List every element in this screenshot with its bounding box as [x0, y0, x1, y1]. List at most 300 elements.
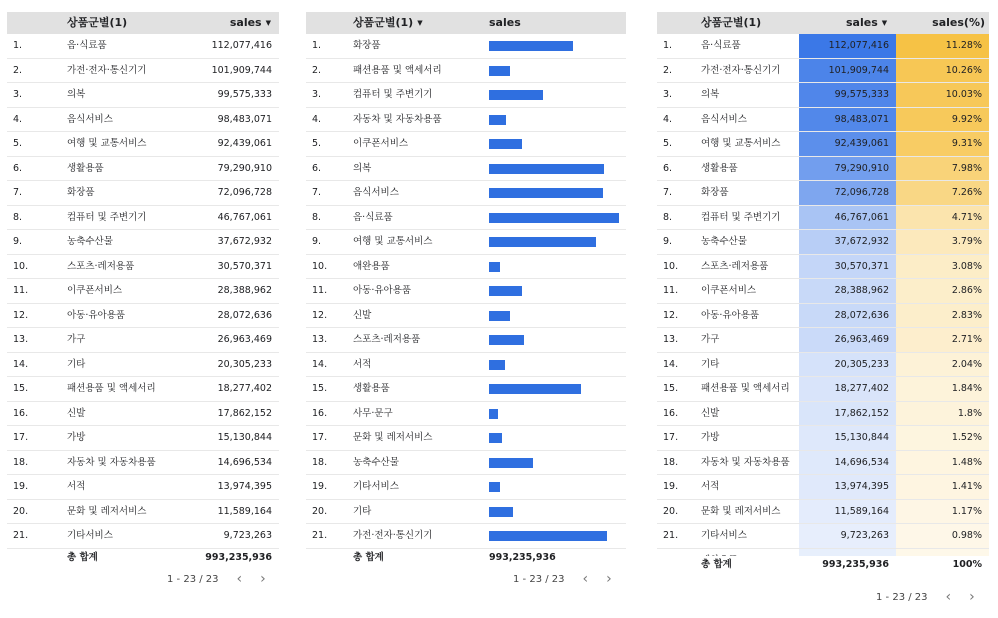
table-row[interactable]: [306, 377, 626, 402]
sales-cell: 30,570,371: [217, 260, 272, 272]
category-cell: 패션용품 및 액세서리: [67, 383, 156, 394]
sales-bar: [489, 164, 604, 174]
sales-cell: 99,575,333: [834, 89, 889, 100]
row-index: 9.: [312, 236, 322, 247]
pct-cell: 2.86%: [951, 285, 982, 296]
table-row[interactable]: [657, 230, 989, 255]
table-row[interactable]: [657, 108, 989, 133]
row-index: 20.: [13, 505, 29, 517]
table-row[interactable]: [657, 34, 989, 59]
pct-cell: 2.71%: [951, 334, 982, 345]
category-cell: 음식서비스: [67, 113, 113, 125]
sales-bar-table: [306, 12, 626, 571]
category-cell: 패션용품 및 액세서리: [353, 64, 442, 76]
row-index: 21.: [312, 530, 328, 541]
sales-cell: 15,130,844: [217, 432, 272, 443]
category-cell: 아동·유아용품: [67, 309, 126, 321]
category-cell: 자동차 및 자동차용품: [67, 456, 156, 468]
row-index: 6.: [312, 162, 322, 174]
total-row: [7, 549, 279, 571]
row-index: 6.: [663, 162, 673, 174]
row-index: 16.: [13, 407, 29, 419]
sales-cell: 13,974,395: [217, 481, 272, 492]
pct-cell: 11.28%: [945, 40, 982, 51]
category-cell: 음·식료품: [353, 211, 393, 223]
row-index: 4.: [312, 113, 322, 125]
row-index: 14.: [663, 358, 679, 370]
prev-page-icon[interactable]: ‹: [945, 589, 952, 605]
table-row[interactable]: [657, 328, 989, 353]
table-row[interactable]: [657, 426, 989, 451]
row-index: 2.: [663, 64, 673, 76]
row-index: 2.: [312, 64, 322, 76]
pct-cell: 10.26%: [945, 64, 982, 76]
table-row[interactable]: [657, 549, 989, 557]
table-row[interactable]: [7, 475, 279, 500]
table-row[interactable]: [306, 83, 626, 108]
pct-cell: 10.03%: [945, 89, 982, 100]
row-index: 2.: [13, 64, 23, 76]
category-cell: 기타서비스: [701, 530, 747, 541]
sales-bar: [489, 458, 533, 468]
category-cell: 아동·유아용품: [701, 309, 760, 321]
sort-desc-icon: ▼: [417, 19, 423, 27]
total-label: 총 합계: [353, 551, 384, 563]
row-index: 4.: [663, 113, 673, 125]
table-body-clip[interactable]: [657, 34, 989, 556]
category-cell: 스포츠·레저용품: [353, 334, 421, 345]
row-index: 15.: [312, 383, 328, 394]
table-row[interactable]: [306, 132, 626, 157]
table-row[interactable]: [306, 206, 626, 231]
row-index: 17.: [663, 432, 679, 443]
category-cell: [701, 549, 738, 557]
sales-cell: 18,277,402: [834, 383, 889, 394]
table-body: [7, 34, 279, 549]
table-row[interactable]: [306, 524, 626, 549]
sales-cell: 72,096,728: [834, 187, 889, 198]
category-cell: 사무·문구: [353, 407, 393, 419]
sales-bar: [489, 66, 510, 76]
sales-heatmap-table: [657, 12, 989, 578]
table-row[interactable]: [306, 426, 626, 451]
pct-cell: 3.08%: [951, 260, 982, 272]
row-index: 9.: [13, 236, 23, 247]
sales-cell: 98,483,071: [217, 113, 272, 125]
category-cell: 기타: [701, 358, 720, 370]
table-row[interactable]: [657, 451, 989, 476]
table-row[interactable]: [306, 59, 626, 84]
row-index: 10.: [312, 260, 328, 272]
table-row[interactable]: [657, 279, 989, 304]
sales-cell: 92,439,061: [217, 138, 272, 149]
row-index: 18.: [312, 456, 328, 468]
sales-bar: [489, 311, 510, 321]
category-cell: 아동·유아용품: [353, 285, 412, 296]
category-cell: 농축수산물: [67, 236, 113, 247]
category-cell: 컴퓨터 및 주변기기: [701, 211, 781, 223]
table-row[interactable]: [7, 377, 279, 402]
sales-cell: 20,305,233: [217, 358, 272, 370]
table-row[interactable]: [657, 500, 989, 525]
row-index: 16.: [312, 407, 328, 419]
row-index: 1.: [663, 40, 673, 51]
row-index: 13.: [13, 334, 29, 345]
category-cell: 의복: [67, 89, 86, 100]
row-index: 20.: [663, 505, 679, 517]
sales-cell: 17,862,152: [217, 407, 272, 419]
sales-bar: [489, 139, 522, 149]
sales-cell: 11,589,164: [217, 505, 272, 517]
table-row[interactable]: [306, 34, 626, 59]
category-cell: 스포츠·레저용품: [67, 260, 135, 272]
pct-cell: 4.71%: [951, 211, 982, 223]
category-cell: 기타서비스: [353, 481, 399, 492]
table-row[interactable]: [7, 34, 279, 59]
pct-cell: 0.98%: [951, 530, 982, 541]
table-row[interactable]: [657, 83, 989, 108]
category-column-header[interactable]: 상품군별(1): [67, 16, 128, 29]
sales-cell: 18,277,402: [217, 383, 272, 394]
pct-cell: 1.41%: [951, 481, 982, 492]
row-index: 5.: [312, 138, 322, 149]
table-row[interactable]: [7, 157, 279, 182]
sales-cell: 112,077,416: [828, 40, 889, 51]
table-header: [657, 12, 989, 34]
table-row[interactable]: [657, 304, 989, 329]
sales-cell: 14,696,534: [217, 456, 272, 468]
sales-cell: 9,723,263: [840, 530, 889, 541]
category-cell: 기타: [353, 505, 372, 517]
table-row[interactable]: [7, 279, 279, 304]
row-index: 3.: [13, 89, 23, 100]
table-row[interactable]: [657, 475, 989, 500]
category-cell: 서적: [353, 358, 372, 370]
row-index: 13.: [663, 334, 679, 345]
sales-cell: 101,909,744: [211, 64, 272, 76]
category-cell: 생활용품: [353, 383, 390, 394]
table-row[interactable]: [7, 132, 279, 157]
row-index: 12.: [13, 309, 29, 321]
table-row[interactable]: [7, 328, 279, 353]
total-label: 총 합계: [701, 559, 732, 570]
pct-cell: 3.79%: [951, 236, 982, 247]
pct-cell: [952, 549, 982, 557]
table-row[interactable]: [7, 524, 279, 549]
sales-cell: 46,767,061: [217, 211, 272, 223]
category-cell: 신발: [353, 309, 372, 321]
category-cell: 의복: [353, 162, 372, 174]
row-index: 18.: [663, 456, 679, 468]
row-index: 20.: [312, 505, 328, 517]
category-cell: 신발: [701, 407, 720, 419]
pct-cell: 1.8%: [957, 407, 982, 419]
sales-cell: [841, 549, 889, 557]
category-cell: 이쿠폰서비스: [701, 285, 757, 296]
table-row[interactable]: [7, 181, 279, 206]
row-index: 7.: [663, 187, 673, 198]
sales-bar: [489, 409, 498, 419]
sales-bar: [489, 115, 506, 125]
category-cell: 패션용품 및 액세서리: [701, 383, 790, 394]
sales-cell: 9,723,263: [223, 530, 272, 541]
row-index: 9.: [663, 236, 673, 247]
row-index: 10.: [13, 260, 29, 272]
table-row[interactable]: [657, 206, 989, 231]
next-page-icon[interactable]: ›: [969, 589, 975, 605]
pct-cell: 7.98%: [951, 162, 982, 174]
sales-bar: [489, 213, 619, 223]
total-pct: 100%: [952, 559, 982, 570]
sales-cell: 20,305,233: [834, 358, 889, 370]
sales-cell: 72,096,728: [217, 187, 272, 198]
category-cell: 문화 및 레저서비스: [67, 505, 147, 517]
pagination: [513, 571, 612, 587]
category-header-label: 상품군별(1): [353, 16, 414, 29]
category-cell: 가구: [67, 334, 86, 345]
table-row[interactable]: [7, 402, 279, 427]
category-column-header[interactable]: 상품군별(1): [701, 16, 762, 29]
sales-column-header[interactable]: [230, 12, 271, 34]
category-cell: 여행 및 교통서비스: [67, 138, 147, 149]
pct-column-header[interactable]: sales(%): [932, 16, 985, 29]
table-row[interactable]: [7, 108, 279, 133]
category-cell: 서적: [701, 481, 720, 492]
sales-cell: 98,483,071: [834, 113, 889, 125]
sales-column-header[interactable]: sales: [489, 16, 521, 29]
pager-text: 1 - 23 / 23: [167, 573, 219, 585]
category-cell: 문화 및 레저서비스: [353, 432, 433, 443]
total-row: [657, 556, 989, 578]
row-index: 14.: [312, 358, 328, 370]
sales-cell: 46,767,061: [834, 211, 889, 223]
category-cell: 생활용품: [701, 162, 738, 174]
sales-bar: [489, 188, 603, 198]
pagination: [167, 571, 266, 587]
total-value: 993,235,936: [489, 551, 556, 563]
table-row[interactable]: [7, 353, 279, 378]
table-row[interactable]: [7, 255, 279, 280]
category-cell: 기타: [67, 358, 86, 370]
prev-page-icon[interactable]: ‹: [582, 571, 589, 587]
sales-bar: [489, 335, 524, 345]
row-index: 8.: [663, 211, 673, 223]
sales-cell: 30,570,371: [834, 260, 889, 272]
sales-cell: 37,672,932: [217, 236, 272, 247]
table-row[interactable]: [657, 132, 989, 157]
table-row[interactable]: [306, 157, 626, 182]
sales-header-label: sales: [229, 16, 262, 29]
category-cell: 의복: [701, 89, 720, 100]
total-label: 총 합계: [67, 551, 98, 563]
category-cell: 가방: [67, 432, 86, 443]
sort-desc-icon: ▼: [881, 19, 888, 27]
row-index: 11.: [663, 285, 679, 296]
row-index: 18.: [13, 456, 29, 468]
table-row[interactable]: [657, 524, 989, 549]
category-cell: 가구: [701, 334, 720, 345]
table-row[interactable]: [306, 475, 626, 500]
row-index: 1.: [312, 40, 322, 51]
category-cell: 신발: [67, 407, 86, 419]
row-index: 3.: [312, 89, 322, 100]
row-index: 6.: [13, 162, 23, 174]
pagination: [876, 589, 975, 605]
table-row[interactable]: [306, 279, 626, 304]
sales-bar: [489, 482, 500, 492]
pct-cell: 1.17%: [951, 505, 982, 517]
pct-cell: 1.52%: [951, 432, 982, 443]
row-index: 7.: [13, 187, 23, 198]
sales-bar: [489, 507, 513, 517]
row-index: 8.: [312, 211, 322, 223]
sales-bar: [489, 384, 581, 394]
pct-cell: 1.84%: [951, 383, 982, 394]
row-index: 10.: [663, 260, 679, 272]
category-cell: 여행 및 교통서비스: [353, 236, 433, 247]
pct-cell: 7.26%: [951, 187, 982, 198]
sales-cell: 13,974,395: [834, 481, 889, 492]
row-index: 5.: [663, 138, 673, 149]
row-index: 7.: [312, 187, 322, 198]
row-index: [663, 549, 678, 557]
category-cell: 가전·전자·통신기기: [67, 64, 147, 76]
sales-table-sorted: [7, 12, 279, 571]
sales-bar: [489, 237, 596, 247]
total-row: [306, 549, 626, 571]
sales-bar: [489, 433, 502, 443]
sales-cell: 101,909,744: [828, 64, 889, 76]
category-cell: 음·식료품: [701, 40, 741, 51]
category-cell: 자동차 및 자동차용품: [353, 113, 442, 125]
category-cell: 가전·전자·통신기기: [353, 530, 433, 541]
table-row[interactable]: [7, 426, 279, 451]
table-row[interactable]: [657, 181, 989, 206]
sales-cell: 28,072,636: [834, 309, 889, 321]
category-cell: 가방: [701, 432, 720, 443]
next-page-icon[interactable]: ›: [606, 571, 612, 587]
sales-cell: 112,077,416: [211, 40, 272, 51]
row-index: 15.: [13, 383, 29, 394]
table-row[interactable]: [7, 451, 279, 476]
category-cell: 이쿠폰서비스: [353, 138, 409, 149]
category-cell: 서적: [67, 481, 86, 492]
sales-cell: 15,130,844: [834, 432, 889, 443]
row-index: 21.: [13, 530, 29, 541]
category-cell: 애완용품: [353, 260, 390, 272]
sales-cell: 28,072,636: [217, 309, 272, 321]
row-index: 13.: [312, 334, 328, 345]
sales-cell: 26,963,469: [834, 334, 889, 345]
row-index: 1.: [13, 40, 23, 51]
category-cell: 화장품: [701, 187, 729, 198]
sort-desc-icon: ▼: [265, 19, 271, 27]
sales-column-header[interactable]: [846, 12, 887, 34]
next-page-icon[interactable]: ›: [260, 571, 266, 587]
category-column-header[interactable]: [353, 12, 423, 34]
row-index: 15.: [663, 383, 679, 394]
row-index: 19.: [312, 481, 328, 492]
category-cell: 컴퓨터 및 주변기기: [353, 89, 433, 100]
sales-header-label: sales: [846, 16, 878, 29]
category-cell: 기타서비스: [67, 530, 113, 541]
category-cell: 컴퓨터 및 주변기기: [67, 211, 147, 223]
row-index: 19.: [13, 481, 29, 492]
table-row[interactable]: [657, 402, 989, 427]
category-cell: 가전·전자·통신기기: [701, 64, 781, 76]
table-row[interactable]: [7, 500, 279, 525]
sales-cell: 37,672,932: [834, 236, 889, 247]
row-index: 8.: [13, 211, 23, 223]
sales-cell: 99,575,333: [217, 89, 272, 100]
table-row[interactable]: [7, 230, 279, 255]
category-cell: 농축수산물: [353, 456, 399, 468]
sales-cell: 14,696,534: [834, 456, 889, 468]
prev-page-icon[interactable]: ‹: [236, 571, 243, 587]
category-cell: 스포츠·레저용품: [701, 260, 769, 272]
sales-bar: [489, 531, 607, 541]
total-value: 993,235,936: [205, 551, 272, 563]
table-row[interactable]: [306, 230, 626, 255]
table-row[interactable]: [306, 353, 626, 378]
pager-text: 1 - 23 / 23: [876, 591, 928, 603]
sales-cell: 11,589,164: [834, 505, 889, 517]
table-row[interactable]: [657, 59, 989, 84]
row-index: 16.: [663, 407, 679, 419]
sales-cell: 17,862,152: [834, 407, 889, 419]
sales-cell: 92,439,061: [834, 138, 889, 149]
table-row[interactable]: [657, 353, 989, 378]
sales-bar: [489, 41, 573, 51]
pct-cell: 9.31%: [951, 138, 982, 149]
table-row[interactable]: [306, 402, 626, 427]
table-row[interactable]: [306, 255, 626, 280]
sales-bar: [489, 360, 505, 370]
table-row[interactable]: [306, 181, 626, 206]
category-cell: 생활용품: [67, 162, 104, 174]
table-row[interactable]: [306, 328, 626, 353]
table-row[interactable]: [7, 59, 279, 84]
row-index: 5.: [13, 138, 23, 149]
table-row[interactable]: [657, 377, 989, 402]
category-cell: 음식서비스: [353, 187, 399, 198]
table-row[interactable]: [7, 206, 279, 231]
row-index: 17.: [312, 432, 328, 443]
sales-bar: [489, 286, 522, 296]
table-row[interactable]: [306, 108, 626, 133]
table-row[interactable]: [306, 500, 626, 525]
table-row[interactable]: [306, 304, 626, 329]
table-row[interactable]: [306, 451, 626, 476]
pct-cell: 2.83%: [951, 309, 982, 321]
table-row[interactable]: [7, 83, 279, 108]
row-index: 3.: [663, 89, 673, 100]
row-index: 11.: [312, 285, 328, 296]
row-index: 4.: [13, 113, 23, 125]
category-cell: 음식서비스: [701, 113, 747, 125]
sales-bar: [489, 262, 500, 272]
table-row[interactable]: [657, 157, 989, 182]
row-index: 12.: [663, 309, 679, 321]
sales-bar: [489, 90, 543, 100]
pager-text: 1 - 23 / 23: [513, 573, 565, 585]
category-cell: 화장품: [353, 40, 381, 51]
row-index: 14.: [13, 358, 29, 370]
table-row[interactable]: [657, 255, 989, 280]
row-index: 19.: [663, 481, 679, 492]
sales-cell: 79,290,910: [834, 162, 889, 174]
table-row[interactable]: [7, 304, 279, 329]
